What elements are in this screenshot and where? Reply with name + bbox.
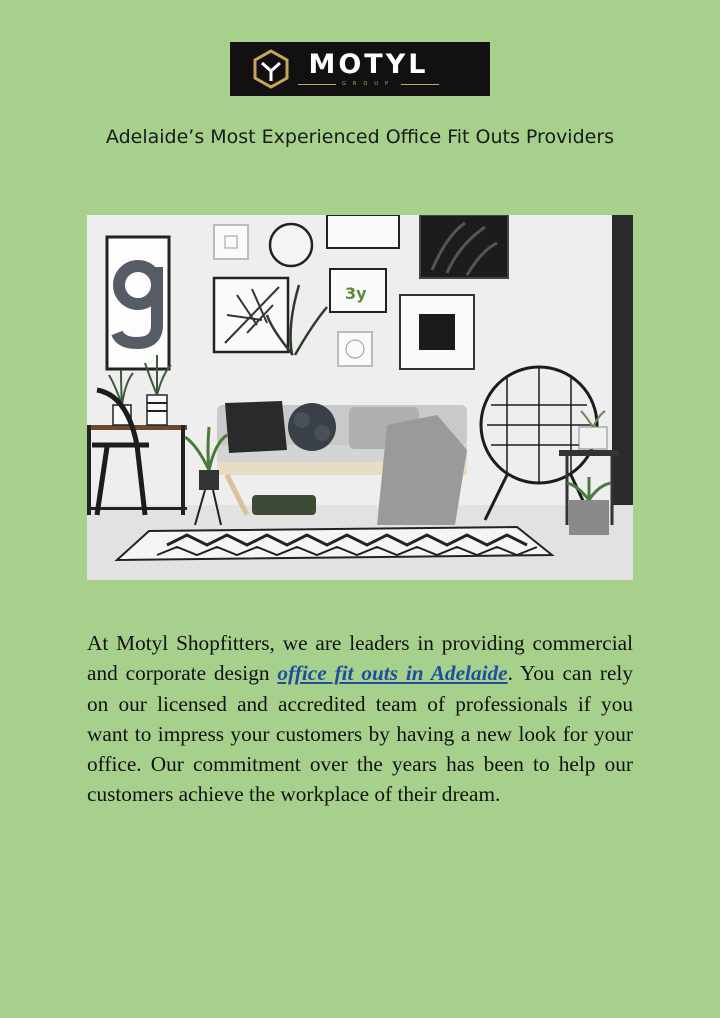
body-intro: At Motyl Shopfitters, we are leaders in providing commercial and corporate design <box>87 631 633 686</box>
logo-divider-left <box>298 84 336 85</box>
body-outro: . You can rely on our licensed and accredited team of professionals if you want to impress your customers by having a new look for your office. Our commitment over the years has been to help our customers achieve the workplace of their dream. <box>87 661 633 807</box>
svg-text:3y: 3y <box>345 284 367 303</box>
logo-subtitle-row <box>298 81 439 87</box>
office-fit-outs-link[interactable]: office fit outs in Adelaide <box>277 661 508 686</box>
motyl-hexagon-icon <box>252 49 290 89</box>
page-headline: Adelaide’s Most Experienced Office Fit Outs Providers <box>105 126 615 148</box>
office-interior-photo <box>87 215 633 580</box>
motyl-group-logo <box>230 42 490 96</box>
logo-divider-right <box>401 84 439 85</box>
logo-subtitle: GROUP <box>342 81 395 87</box>
body-paragraph <box>87 628 633 810</box>
logo-wordmark <box>298 51 439 87</box>
logo-name: MOTYL <box>308 49 429 80</box>
